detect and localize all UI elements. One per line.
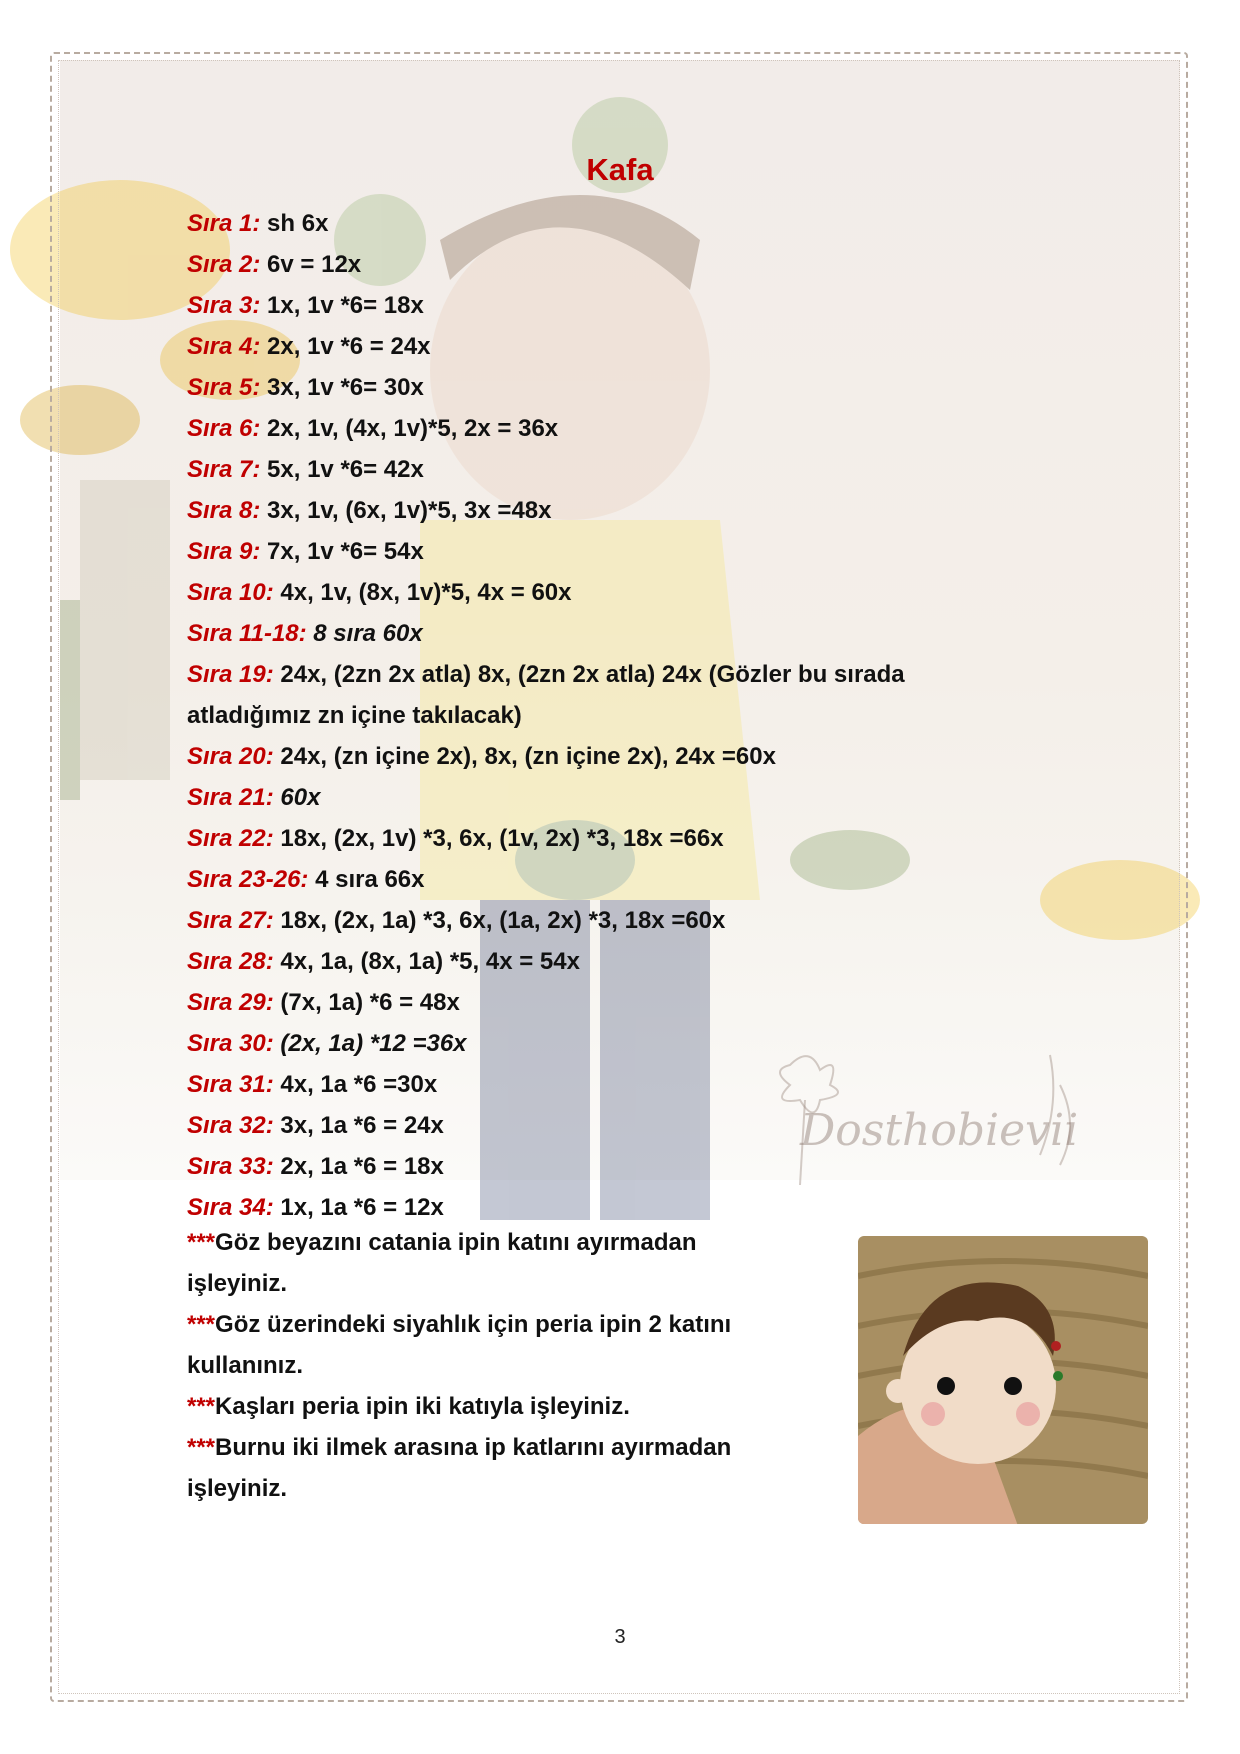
row-text: 4x, 1a, (8x, 1a) *5, 4x = 54x [273, 948, 580, 975]
row-label: Sıra 34: [187, 1194, 274, 1221]
row-label: Sıra 5: [187, 374, 261, 401]
row-text: sh 6x [260, 210, 329, 237]
note-stars: *** [187, 1434, 216, 1461]
note-text: Göz beyazını catania ipin katını ayırmadan işleyiniz. [187, 1229, 697, 1297]
row-label: Sıra 6: [187, 415, 261, 442]
row-text: 8 sıra 60x [306, 620, 423, 647]
row-label: Sıra 29: [187, 989, 274, 1016]
row-label: Sıra 30: [187, 1030, 274, 1057]
row-label: Sıra 20: [187, 743, 274, 770]
row-text: 18x, (2x, 1a) *3, 6x, (1a, 2x) *3, 18x =60x [273, 907, 726, 934]
watermark-text: Dosthobievii [800, 1105, 1079, 1156]
row-label: Sıra 11-18: [187, 620, 307, 647]
row-text: 5x, 1v *6= 42x [260, 456, 424, 483]
row-text: 2x, 1v *6 = 24x [260, 333, 431, 360]
note-item [187, 1222, 767, 1304]
instruction-row [187, 367, 977, 408]
row-label: Sıra 8: [187, 497, 261, 524]
instruction-row [187, 203, 977, 244]
note-text: Burnu iki ilmek arasına ip katlarını ayırmadan işleyiniz. [187, 1434, 732, 1502]
row-label: Sıra 4: [187, 333, 261, 360]
page-number: 3 [614, 1626, 626, 1648]
instruction-row [187, 613, 977, 654]
row-text: 4x, 1a *6 =30x [273, 1071, 438, 1098]
instruction-row [187, 285, 977, 326]
row-text: 4x, 1v, (8x, 1v)*5, 4x = 60x [273, 579, 572, 606]
instruction-row [187, 490, 977, 531]
row-text: (2x, 1a) *12 =36x [273, 1030, 467, 1057]
row-label: Sıra 22: [187, 825, 274, 852]
row-label: Sıra 23-26: [187, 866, 309, 893]
note-item [187, 1304, 767, 1386]
row-text: 3x, 1a *6 = 24x [273, 1112, 444, 1139]
section-title: Kafa [586, 152, 654, 187]
row-label: Sıra 21: [187, 784, 274, 811]
row-text: 7x, 1v *6= 54x [260, 538, 424, 565]
row-label: Sıra 1: [187, 210, 261, 237]
note-item [187, 1427, 767, 1509]
instruction-row [187, 408, 977, 449]
row-label: Sıra 7: [187, 456, 261, 483]
doll-head-photo [858, 1236, 1148, 1524]
instruction-row [187, 572, 977, 613]
row-label: Sıra 31: [187, 1071, 274, 1098]
row-text: 1x, 1a *6 = 12x [273, 1194, 444, 1221]
row-label: Sıra 2: [187, 251, 261, 278]
notes [187, 1222, 767, 1509]
instruction-row [187, 654, 977, 736]
row-text: 3x, 1v, (6x, 1v)*5, 3x =48x [260, 497, 552, 524]
row-label: Sıra 27: [187, 907, 274, 934]
note-stars: *** [187, 1393, 216, 1420]
note-text: Kaşları peria ipin iki katıyla işleyiniz. [215, 1393, 630, 1420]
row-text: 2x, 1a *6 = 18x [273, 1153, 444, 1180]
instruction-row [187, 244, 977, 285]
instruction-row [187, 736, 977, 777]
row-text: 3x, 1v *6= 30x [260, 374, 424, 401]
row-label: Sıra 3: [187, 292, 261, 319]
row-text: 24x, (zn içine 2x), 8x, (zn içine 2x), 24x =60x [273, 743, 776, 770]
instruction-row [187, 777, 977, 818]
note-stars: *** [187, 1229, 216, 1256]
row-label: Sıra 10: [187, 579, 274, 606]
note-stars: *** [187, 1311, 216, 1338]
row-label: Sıra 33: [187, 1153, 274, 1180]
instruction-row [187, 941, 977, 982]
row-label: Sıra 9: [187, 538, 261, 565]
row-label: Sıra 32: [187, 1112, 274, 1139]
note-item [187, 1386, 767, 1427]
instruction-row [187, 818, 977, 859]
row-text: 6v = 12x [260, 251, 362, 278]
instruction-row [187, 531, 977, 572]
row-text: 2x, 1v, (4x, 1v)*5, 2x = 36x [260, 415, 559, 442]
instruction-row [187, 326, 977, 367]
row-text: 24x, (2zn 2x atla) 8x, (2zn 2x atla) 24x (Gözler bu sırada atladığımız zn içine takılacak) [187, 661, 905, 729]
row-text: (7x, 1a) *6 = 48x [273, 989, 460, 1016]
instruction-row [187, 859, 977, 900]
row-text: 18x, (2x, 1v) *3, 6x, (1v, 2x) *3, 18x =66x [273, 825, 724, 852]
instruction-row [187, 982, 977, 1023]
note-text: Göz üzerindeki siyahlık için peria ipin 2 katını kullanınız. [187, 1311, 732, 1379]
row-text: 4 sıra 66x [308, 866, 425, 893]
instruction-row [187, 449, 977, 490]
row-text: 60x [273, 784, 321, 811]
instruction-row [187, 900, 977, 941]
row-text: 1x, 1v *6= 18x [260, 292, 424, 319]
row-label: Sıra 19: [187, 661, 274, 688]
row-label: Sıra 28: [187, 948, 274, 975]
